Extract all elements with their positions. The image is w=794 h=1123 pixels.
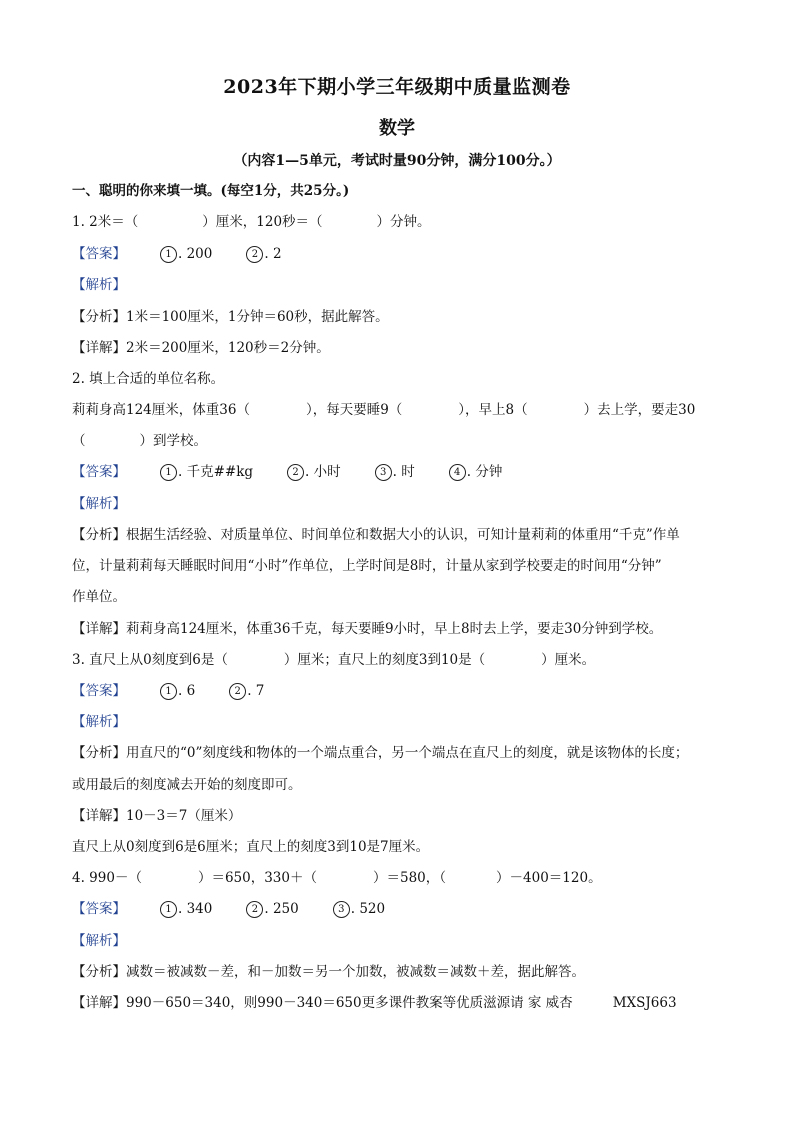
- circled-number-1: 1: [160, 464, 177, 481]
- watermark-code: MXSJ663: [612, 995, 677, 1011]
- answer-value: 时: [401, 464, 415, 480]
- subject-title: 数学: [379, 118, 415, 139]
- q3-stem-part: ）厘米。: [541, 652, 596, 668]
- answer-label: 【答案】: [72, 246, 126, 262]
- q4-analysis: 【分析】减数＝被减数－差，和－加数＝另一个加数，被减数＝减数＋差，据此解答。: [72, 964, 585, 980]
- q3-stem-part: 3. 直尺上从0刻度到6是（: [72, 652, 228, 668]
- answer-label: 【答案】: [72, 901, 126, 917]
- answer-value: 分钟: [475, 464, 503, 480]
- answer-value: 340: [186, 901, 213, 917]
- q2-stem-part: （: [72, 433, 86, 449]
- q4-detail-text: 【详解】990－650＝340，则990－340＝650更多课件教案等优质滋源请 家 威杏: [72, 995, 573, 1011]
- q4-stem-part: ）－400＝120。: [496, 870, 602, 886]
- answer-value: 520: [359, 901, 386, 917]
- q2-analysis-3: 作单位。: [72, 589, 126, 605]
- q4-stem-part: ）＝580，（: [373, 870, 447, 886]
- q1-analysis: 【分析】1米＝100厘米，1分钟＝60秒，据此解答。: [72, 309, 389, 325]
- circled-number-3: 3: [333, 901, 350, 918]
- page-title: 2023年下期小学三年级期中质量监测卷: [223, 76, 571, 98]
- answer-value: 2: [272, 246, 282, 262]
- circled-number-2: 2: [229, 683, 246, 700]
- circled-number-1: 1: [160, 901, 177, 918]
- q3-detail: 【详解】10－3＝7（厘米）: [72, 808, 242, 824]
- q4-stem-part: 4. 990－（: [72, 870, 142, 886]
- circled-number-2: 2: [246, 246, 263, 263]
- circled-number-3: 3: [375, 464, 392, 481]
- q1-answer: 【答案】 1 . 200 2 . 2: [72, 246, 282, 262]
- q4-stem-part: ）＝650，330＋（: [197, 870, 317, 886]
- q3-analysis-1: 【分析】用直尺的“0”刻度线和物体的一个端点重合，另一个端点在直尺上的刻度，就是该物体的长度；: [72, 745, 689, 761]
- q3-stem-part: ）厘米；直尺上的刻度3到10是（: [283, 652, 486, 668]
- q1-stem: [72, 213, 431, 231]
- q1-jiexi-label: 【解析】: [72, 277, 126, 293]
- q1-detail: 【详解】2米＝200厘米，120秒＝2分钟。: [72, 340, 330, 356]
- answer-value: 7: [255, 683, 265, 699]
- section-heading: 一、聪明的你来填一填。(每空1分，共25分。): [72, 183, 350, 199]
- circled-number-4: 4: [449, 464, 466, 481]
- q1-stem-part: ）厘米，120秒＝（: [202, 214, 323, 230]
- q2-analysis-2: 位，计量莉莉每天睡眠时间用“小时”作单位，上学时间是8时，计量从家到学校要走的时间用“分钟”: [72, 558, 662, 574]
- exam-info: （内容1—5单元，考试时量90分钟，满分100分。）: [233, 153, 561, 169]
- circled-number-1: 1: [160, 683, 177, 700]
- q3-analysis-2: 或用最后的刻度减去开始的刻度即可。: [72, 777, 302, 793]
- q3-detail-extra: 直尺上从0刻度到6是6厘米；直尺上的刻度3到10是7厘米。: [72, 839, 430, 855]
- q1-stem-part: 1. 2米＝（: [72, 214, 139, 230]
- q3-answer: 【答案】 1 . 6 2 . 7: [72, 683, 265, 699]
- q2-stem-part: ），早上8（: [458, 402, 528, 418]
- q2-detail: 【详解】莉莉身高124厘米，体重36千克，每天要睡9小时，早上8时去上学，要走30分钟到学校。: [72, 621, 663, 637]
- q1-stem-part: ）分钟。: [376, 214, 431, 230]
- answer-value: 千克##kg: [186, 464, 254, 480]
- q3-jiexi-label: 【解析】: [72, 714, 126, 730]
- q2-stem-part: ）去上学，要走30: [583, 402, 696, 418]
- circled-number-2: 2: [287, 464, 304, 481]
- q2-jiexi-label: 【解析】: [72, 496, 126, 512]
- q2-answer: 【答案】 1 . 千克##kg 2 . 小时 3 . 时 4 . 分钟: [72, 464, 503, 480]
- q2-analysis-1: 【分析】根据生活经验、对质量单位、时间单位和数据大小的认识，可知计量莉莉的体重用“千克”作单: [72, 527, 680, 543]
- q3-stem: [72, 651, 595, 669]
- circled-number-1: 1: [160, 246, 177, 263]
- q4-answer: 【答案】 1 . 340 2 . 250 3 . 520: [72, 901, 386, 917]
- answer-value: 小时: [313, 464, 341, 480]
- answer-value: 250: [272, 901, 299, 917]
- q4-stem: [72, 869, 602, 887]
- answer-label: 【答案】: [72, 464, 126, 480]
- q2-stem-part: ）到学校。: [139, 433, 207, 449]
- q4-jiexi-label: 【解析】: [72, 933, 126, 949]
- q2-stem: 2. 填上合适的单位名称。: [72, 371, 225, 387]
- q4-detail: [72, 994, 677, 1012]
- circled-number-2: 2: [246, 901, 263, 918]
- q2-line2: [72, 432, 207, 450]
- answer-label: 【答案】: [72, 683, 126, 699]
- q2-line1: [72, 401, 695, 419]
- q2-stem-part: 莉莉身高124厘米，体重36（: [72, 402, 250, 418]
- answer-value: 6: [186, 683, 196, 699]
- answer-value: 200: [186, 246, 213, 262]
- q2-stem-part: ），每天要睡9（: [305, 402, 403, 418]
